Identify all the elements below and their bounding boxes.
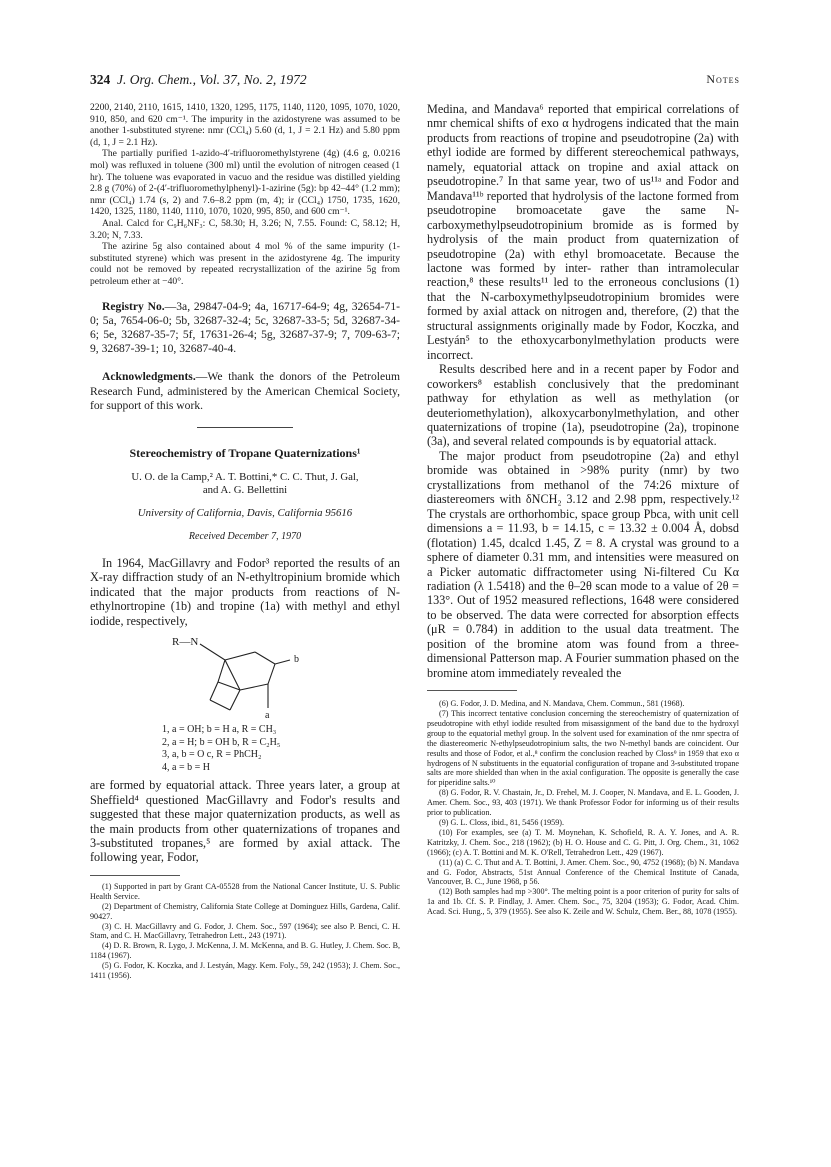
right-column — [427, 102, 739, 917]
authors-line-1: U. O. de la Camp,² A. T. Bottini,* C. C. Thut, J. Gal, — [131, 470, 359, 483]
section-label: Notes — [706, 72, 740, 86]
article-authors — [90, 471, 400, 497]
nitrogen-substituent-label: R—N — [172, 636, 199, 649]
intro-paragraph-2: are formed by equatorial attack. Three years later, a group at Sheffield⁴ questioned MacGillavry and Fodor's results and suggested that these major quaternization products, as well as the main products from other quaternizations of tropanes and 3-substituted tropanes,⁵ are formed by axial attack. The following year, Fodor, — [90, 778, 400, 865]
body-paragraph-2: Results described here and in a recent paper by Fodor and coworkers⁸ establish conclusively that the predominant pathway for ethylation as well as methylation (or deuteriomethylation), alkoxycarbonylmethylation, and other quaternizations of tropine (1a), pseudotropine (2a), tropinone (3a), and several related compounds is by equatorial attack. — [427, 362, 739, 449]
footnote: (6) G. Fodor, J. D. Medina, and N. Mandava, Chem. Commun., 581 (1968). — [439, 699, 685, 709]
running-head — [90, 72, 307, 88]
body-paragraph-3: The major product from pseudotropine (2a) and ethyl bromide was obtained in >98% purity (nmr) by two crystallizations from methanol of the 74:26 mixture of diastereomers with δNCH₂ 3.12 and 2.98 ppm, respectively.¹² The crystals are orthorhombic, space group Pbca, with unit cell dimensions a = 11.93, b = 14.15, c = 13.32 ± 0.004 Å, dobsd (flotation) 1.45, dcalcd 1.45, Z = 8. A crystal was ground to a sphere of diameter 0.31 mm, and intensities were measured on a Picker automatic diffractometer using Ni-filtered Cu Kα radiation (λ 1.5418) and the θ–2θ scan mode to a value of 2θ = 133°. Out of 1952 measured reflections, 1648 were considered to be observed. The data were corrected for absorption effects (μR = 0.784) in addition to the usual data treatment. The position of the bromine atom was found from a three-dimensional Patterson map. A Fourier summation phased on the bromine atom immediately revealed the — [427, 448, 739, 680]
footnote: (12) Both samples had mp >300°. The melting point is a poor criterion of purity for salts of 1a and 1b. Cf. S. P. Findlay, J. Amer. Chem. Soc., 75, 3204 (1953); G. Fodor, Acad. Chim. Acad. Sci. Hung., 5, 379 (1955). See also K. Zeile and W. Schulz, Chem. Ber., 88, 1078 (1955). — [427, 887, 739, 917]
legend-line: 2, a = H; b = OH b, R = C₂H₅ — [162, 736, 281, 748]
experimental-paragraph-4: The azirine 5g also contained about 4 mol % of the same impurity (1-substituted styrene) which was present in the azidostyrene 4g. The impurity could not be removed by repeated recrystallization of the azirine 5g from petroleum ether at −40°. — [90, 241, 400, 287]
registry-label: Registry No. — [102, 299, 165, 313]
intro-paragraph-1: In 1964, MacGillavry and Fodor³ reported the results of an X-ray diffraction study of an N-ethyltropinium bromide which indicated that the major products from reactions of N-ethylnortropine (1b) and tropine (1a) with methyl and ethyl iodide, respectively, — [90, 555, 400, 628]
page-header — [90, 72, 740, 92]
left-footnotes — [90, 882, 400, 981]
footnote: (10) For examples, see (a) T. M. Moynehan, K. Schofield, R. A. Y. Jones, and A. R. Katritzky, J. Chem. Soc., 218 (1962); (b) H. O. House and C. G. Pitt, J. Org. Chem., 31, 1062 (1966); (c) A. T. Bottini and M. K. O'Rell, Tetrahedron Lett., 429 (1967). — [427, 827, 739, 857]
position-b-label: b — [294, 654, 299, 666]
registry-text: —3a, 29847-04-9; 4a, 16717-64-9; 4g, 32654-71-0; 5a, 7654-06-0; 5b, 32687-32-4; 5c, 32687-33-5; 5d, 32687-34-6; 5e, 32687-35-7; 5f, 17631-26-4; 5g, 32687-37-9; 7, 709-63-7; 9, 32687-39-1; 10, 32687-40-4. — [90, 299, 400, 356]
legend-line: 3, a, b = O c, R = PhCH₂ — [162, 749, 262, 761]
footnote: (7) This incorrect tentative conclusion concerning the stereochemistry of quaternization of pseudotropine with ethyl iodide resulted from misassignment of the band due to the hydroxyl group to the equatorial methyl group. In the solvent used for examination of the nmr spectra of the diastereomeric N-ethylpseudotropinium salts, the two N-methyl bands are coincident. Our results and those of Fodor, et al.,⁸ confirm the conclusion reached by Closs⁹ in 1959 that exo α hydrogens of N substituents in the equatorial configuration of tropane and 3-substituted tropane salts are more shielded than when in the axial configuration. The opposite is generally the case for piperidine salts.¹⁰ — [427, 709, 739, 788]
page-number: 324 — [90, 72, 111, 87]
footnote-divider — [427, 690, 517, 691]
footnote: (1) Supported in part by Grant CA-05528 from the National Cancer Institute, U. S. Public Health Service. — [90, 881, 400, 901]
right-footnotes — [427, 699, 739, 917]
footnote: (3) C. H. MacGillavry and G. Fodor, J. Chem. Soc., 597 (1964); see also P. Benci, C. H. Stam, and C. H. MacGillavry, Tetrahedron Lett., 243 (1971). — [90, 921, 400, 941]
received-date: Received December 7, 1970 — [188, 530, 302, 542]
ack-label: Acknowledgments. — [102, 370, 196, 384]
legend-line: 1, a = OH; b = H a, R = CH₃ — [162, 724, 277, 736]
position-a-label: a — [265, 710, 270, 722]
footnote: (5) G. Fodor, K. Koczka, and J. Lestyán, Magy. Kem. Foly., 59, 242 (1953); J. Chem. Soc., 1411 (1956). — [90, 961, 400, 981]
footnote: (2) Department of Chemistry, California State College at Dominguez Hills, Gardena, Calif. 90427. — [90, 901, 400, 921]
body-paragraph-1: Medina, and Mandava⁶ reported that empirical correlations of nmr chemical shifts of exo α hydrogens indicated that the main products from reactions of tropine and pseudotropine (2a) with ethyl iodide are formed by different stereochemical pathways, namely, equatorial attack on tropine and axial attack on pseudotropine.⁷ In that same year, two of us¹¹ᵃ and Fodor and Mandava¹¹ᵇ reported that hydrolysis of the lactone formed from pseudotropine bromoacetate gave the same N-carboxymethylpseudotropinium bromide as is formed by hydrolysis of the main product from quaternization of pseudotropine (2a) with ethyl bromoacetate. Because the lactone was formed by inter- rather than intramolecular reaction,⁸ these results¹¹ led to the erroneous conclusions (1) that the N-carboxymethylpseudotropinium bromides were formed by axial attack on nitrogen and, therefore, (2) that the structural assignments originally made by Fodor, Koczka, and Lestyán⁵ to the ethoxycarbonylmethylation products were incorrect. — [427, 102, 739, 362]
ack-text: —We thank the donors of the Petroleum Research Fund, administered by the American Chemical Society, for support of this work. — [90, 370, 400, 412]
experimental-paragraph-2: The partially purified 1-azido-4′-trifluoromethylstyrene (4g) (4.6 g, 0.0216 mol) was refluxed in toluene (300 ml) until the evolution of nitrogen ceased (1 hr). The toluene was evaporated in vacuo and the residue was distilled yielding 2.8 g (70%) of 2-(4′-trifluoromethylphenyl)-1-azirine (5g): bp 42–44° (1.2 mm); nmr (CCl₄) 1.74 (s, 2) and 7.6–8.2 ppm (m, 4); ir (CCl₄) 1750, 1735, 1620, 1420, 1325, 1180, 1140, 1110, 1070, 1020, 995, 850, and 600 cm⁻¹. — [90, 148, 400, 218]
experimental-paragraph-1: 2200, 2140, 2110, 1615, 1410, 1320, 1295, 1175, 1140, 1120, 1095, 1070, 1020, 910, 850, and 620 cm⁻¹. The impurity in the azidostyrene was assumed to be another 1-substituted styrene: nmr (CCl₄) 5.60 (d, 1, J = 2.1 Hz) and 5.80 ppm (d, 1, J = 2.1 Hz). — [90, 102, 400, 148]
authors-line-2: and A. G. Bellettini — [202, 483, 288, 496]
footnote-divider — [90, 875, 180, 876]
tropane-structure-figure — [90, 632, 390, 772]
registry-numbers — [90, 300, 400, 357]
footnote: (8) G. Fodor, R. V. Chastain, Jr., D. Frehel, M. J. Cooper, N. Mandava, and E. L. Gooden, J. Amer. Chem. Soc., 93, 403 (1971). We thank Professor Fodor for informing us of their results prior to publication. — [427, 788, 739, 818]
journal-citation: J. Org. Chem., Vol. 37, No. 2, 1972 — [117, 72, 307, 87]
left-column — [90, 102, 400, 981]
tropane-skeleton-drawing — [90, 632, 390, 724]
acknowledgments — [90, 370, 400, 413]
footnote: (9) G. L. Closs, ibid., 81, 5456 (1959). — [439, 818, 564, 827]
footnote: (4) D. R. Brown, R. Lygo, J. McKenna, J. M. McKenna, and B. G. Hutley, J. Chem. Soc. B, 1184 (1967). — [90, 941, 400, 961]
analysis-paragraph: Anal. Calcd for C₉H₆NF₃: C, 58.30; H, 3.26; N, 7.55. Found: C, 58.12; H, 3.20; N, 7.33. — [90, 217, 400, 241]
legend-line: 4, a = b = H — [162, 761, 210, 773]
section-divider — [197, 427, 293, 428]
footnote: (11) (a) C. C. Thut and A. T. Bottini, J. Amer. Chem. Soc., 90, 4752 (1968); (b) N. Mandava and G. Fodor, Abstracts, 51st Annual Conference of the Chemical Institute of Canada, Vancouver, B. C., June 1968, p 56. — [427, 857, 739, 887]
affiliation: University of California, Davis, California 95616 — [137, 506, 353, 519]
article-title: Stereochemistry of Tropane Quaternizations¹ — [129, 445, 361, 460]
compound-legend — [162, 724, 280, 774]
